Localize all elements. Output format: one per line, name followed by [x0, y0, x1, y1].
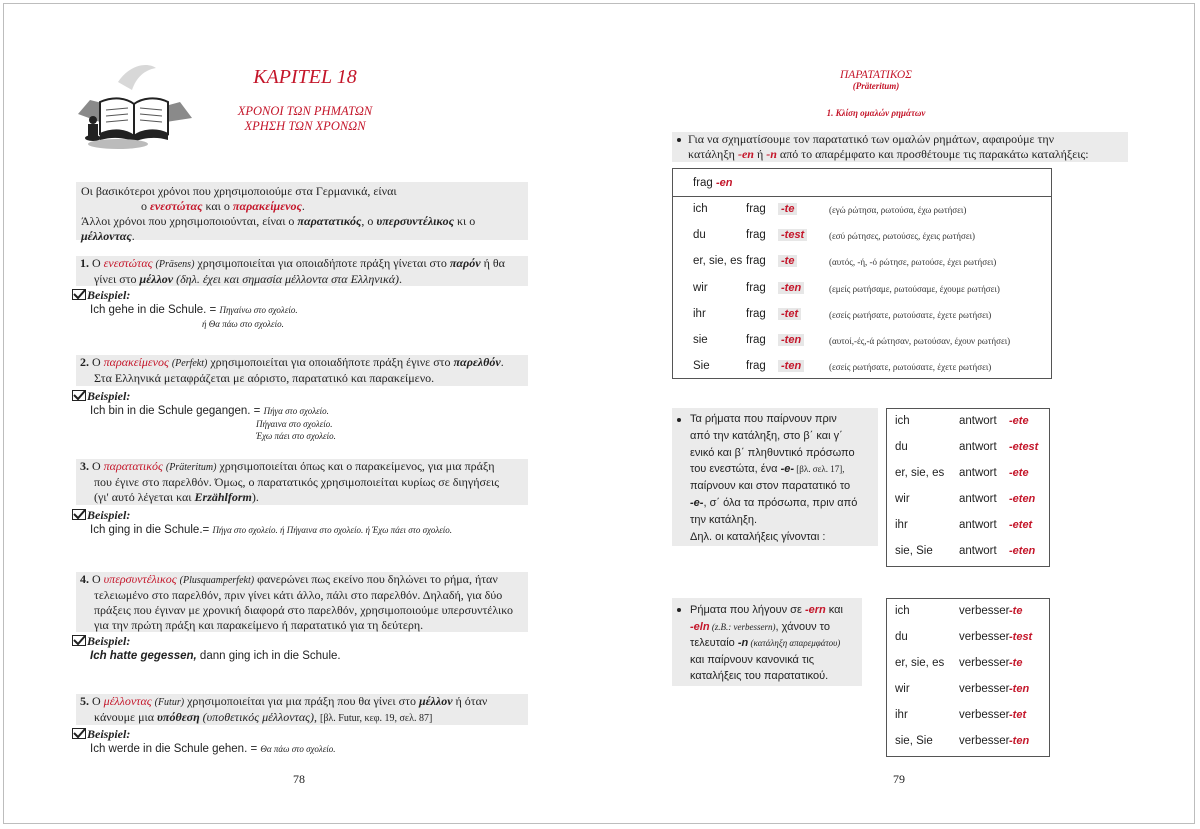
ending-cell: -tet	[1009, 709, 1027, 721]
intro-line-3: Άλλοι χρόνοι που χρησιμοποιούνται, είναι ο παρατατικός, ο υπερσυντέλικος κι ο	[81, 214, 476, 228]
right-title-de: (Präteritum)	[852, 81, 900, 91]
stem-cell: frag	[746, 229, 766, 242]
stem-cell: frag	[746, 203, 766, 215]
person-cell: wir	[895, 493, 910, 505]
person-cell: du	[895, 441, 908, 453]
stem-cell: antwort	[959, 441, 997, 453]
section-2-box: 2. Ο παρακείμενος (Perfekt) χρησιμοποιείται για οποιαδήποτε πράξη έγινε στο παρελθόν. Στα Ελληνικά μεταφράζεται με αόριστο, παρατατικό και παρακείμενο.	[76, 355, 528, 386]
right-title: ΠΑΡΑΤΑΤΙΚΟΣ	[839, 69, 913, 81]
bullet-icon	[677, 138, 681, 142]
example-5: Ich werde in die Schule gehen. = Θα πάω στο σχολείο.	[90, 743, 336, 755]
example-2-translation-3: Έχω πάει στο σχολείο.	[256, 431, 336, 441]
ending-cell: -eten	[1009, 545, 1036, 557]
person-cell: er, sie, es	[895, 657, 945, 669]
person-cell: ihr	[895, 709, 908, 721]
translation-cell: (αυτός, -ή, -ό ρώτησε, ρωτούσε, έχει ρωτήσει)	[829, 257, 997, 268]
ending-cell: -test	[1009, 631, 1033, 643]
person-cell: ihr	[895, 519, 908, 531]
section-5-box: 5. Ο μέλλοντας (Futur) χρησιμοποιείται για μια πράξη που θα γίνει στο μέλλον ή όταν κάνουμε μια υπόθεση (υποθετικός μέλλοντας), [βλ. Futur, κεφ. 19, σελ. 87]	[76, 694, 528, 725]
intro-box	[76, 182, 528, 243]
translation-cell: (αυτοί,-ές,-ά ρώτησαν, ρωτούσαν, έχουν ρωτήσει)	[829, 336, 1011, 346]
person-cell: sie, Sie	[895, 735, 933, 747]
person-cell: du	[693, 229, 706, 242]
person-cell: er, sie, es	[895, 467, 945, 479]
conjugation-table-frag	[672, 168, 1052, 379]
intro-line-1: Οι βασικότεροι χρόνοι που χρησιμοποιούμε στα Γερμανικά, είναι	[81, 184, 397, 198]
ending-cell: -ten	[1009, 683, 1030, 695]
checkmark-icon	[72, 635, 86, 646]
translation-cell: (εσύ ρώτησες, ρωτούσες, έχεις ρωτήσει)	[829, 231, 976, 242]
beispiel-label-4: Beispiel:	[72, 634, 130, 649]
person-cell: ihr	[693, 307, 706, 320]
conjugation-table-antworten	[886, 408, 1050, 567]
ending-cell: -ten	[778, 360, 804, 372]
conjugation-table-verbessern	[886, 598, 1050, 757]
checkmark-icon	[72, 509, 86, 520]
translation-cell: (εμείς ρωτήσαμε, ρωτούσαμε, έχουμε ρωτήσει)	[829, 283, 1000, 294]
note-box-2	[672, 598, 862, 686]
ending-cell: -ete	[1009, 467, 1029, 479]
ending-cell: -ten	[1009, 735, 1030, 747]
checkmark-icon	[72, 390, 86, 401]
stem-cell: antwort	[959, 493, 997, 505]
example-2: Ich bin in die Schule gegangen. = Πήγα στο σχολείο.	[90, 405, 329, 417]
ending-cell: -etest	[1009, 441, 1039, 453]
person-cell: wir	[895, 683, 910, 695]
subtitle-line-2: ΧΡΗΣΗ ΤΩΝ ΧΡΟΝΩΝ	[244, 119, 366, 133]
page-number-left: 78	[293, 772, 305, 786]
stem-cell: verbesser	[959, 605, 1010, 617]
stem-cell: verbesser	[959, 735, 1010, 747]
checkmark-icon	[72, 289, 86, 300]
person-cell: Sie	[693, 360, 710, 373]
ending-cell: -te	[778, 255, 797, 267]
stem-cell: frag	[746, 360, 766, 373]
person-cell: du	[895, 631, 908, 643]
chapter-title: KAPITEL 18	[253, 66, 357, 88]
example-4: Ich hatte gegessen, dann ging ich in die Schule.	[90, 650, 341, 662]
person-cell: ich	[895, 415, 910, 427]
translation-cell: (εγώ ρώτησα, ρωτούσα, έχω ρωτήσει)	[829, 205, 967, 215]
checkmark-icon	[72, 728, 86, 739]
section-1-box: 1. Ο ενεστώτας (Präsens) χρησιμοποιείται για οποιαδήποτε πράξη γίνεται στο παρόν ή θα γίνει στο μέλλον (δηλ. έχει και σημασία μέλλοντα στα Ελληνικά).	[76, 256, 528, 286]
stem-cell: antwort	[959, 415, 997, 427]
section-3-box: 3. Ο παρατατικός (Präteritum) χρησιμοποιείται όπως και ο παρακείμενος, για μια πράξη που έγινε στο παρελθόν. Όμως, ο παρατατικός χρησιμοποιείται κυρίως σε διηγήσεις (γι' αυτό λέγεται και Erzählform).	[76, 459, 528, 505]
ending-cell: -ete	[1009, 415, 1029, 427]
page-number-right: 79	[893, 772, 905, 786]
stem-cell: frag	[746, 334, 766, 346]
note-2-text: Ρήματα που λήγουν σε -ern και -eln (z.B.: verbessern), χάνουν το τελευταίο -n (κατάληξη απαρεμφάτου) και παίρνουν κανονικά τις καταλήξεις του παρατατικού.	[690, 604, 843, 682]
stem-cell: antwort	[959, 519, 997, 531]
ending-cell: -etet	[1009, 519, 1033, 531]
beispiel-label-2: Beispiel:	[72, 389, 130, 404]
ending-cell: -tet	[778, 308, 801, 320]
stem-cell: frag	[746, 255, 766, 268]
person-cell: ich	[895, 605, 910, 617]
table-header: frag -en	[693, 177, 733, 189]
stem-cell: frag	[746, 281, 766, 294]
ending-cell: -te	[1009, 657, 1023, 669]
translation-cell: (εσείς ρωτήσατε, ρωτούσατε, έχετε ρωτήσει)	[829, 309, 992, 320]
intro-box-right: Για να σχηματίσουμε τον παρατατικό των ομαλών ρημάτων, αφαιρούμε την κατάληξη -en ή -n από το απαρέμφατο και προσθέτουμε τις παρακάτω καταλήξεις:	[672, 132, 1128, 162]
table-divider	[673, 196, 1051, 197]
stem-cell: frag	[746, 307, 766, 320]
stem-cell: verbesser	[959, 709, 1010, 721]
intro-line-4: μέλλοντας.	[81, 229, 135, 243]
subtitle-line-1: ΧΡΟΝΟΙ ΤΩΝ ΡΗΜΑΤΩΝ	[237, 104, 373, 118]
ending-cell: -test	[778, 229, 807, 241]
stem-cell: antwort	[959, 545, 997, 557]
stem-cell: verbesser	[959, 683, 1010, 695]
example-1-translation-2: ή Θα πάω στο σχολείο.	[202, 319, 284, 329]
person-cell: sie	[693, 334, 708, 346]
example-2-translation-2: Πήγαινα στο σχολείο.	[256, 419, 333, 429]
section-heading: 1. Κλίση ομαλών ρημάτων	[826, 108, 926, 118]
chapter-subtitle	[200, 104, 410, 134]
ending-cell: -eten	[1009, 493, 1036, 505]
stem-cell: verbesser	[959, 657, 1010, 669]
beispiel-label-3: Beispiel:	[72, 508, 130, 523]
bullet-icon	[677, 608, 681, 612]
example-1: Ich gehe in die Schule. = Πηγαίνω στο σχολείο.	[90, 304, 298, 316]
bullet-icon	[677, 418, 681, 422]
translation-cell: (εσείς ρωτήσατε, ρωτούσατε, έχετε ρωτήσει)	[829, 362, 992, 373]
ending-cell: -ten	[778, 282, 804, 294]
example-3: Ich ging in die Schule.= Πήγα στο σχολείο. ή Πήγαινα στο σχολείο. ή Έχω πάει στο σχολείο.	[90, 524, 453, 536]
section-4-box: 4. Ο υπερσυντέλικος (Plusquamperfekt) φανερώνει πως εκείνο που δηλώνει το ρήμα, ήταν τελειωμένο στο παρελθόν, πριν γίνει κάτι άλλο, πάλι στο παρελθόν. Δηλαδή, για δύο πράξεις που έγιναν με χρονική διαφορά στο παρελθόν, χρησιμοποιούμε υπερσυντέλικο για την πρώτη πράξη και παρακείμενο ή παρατατικό για τη δεύτερη.	[76, 572, 528, 632]
beispiel-label-1: Beispiel:	[72, 288, 130, 303]
intro-line-2: ο ενεστώτας και ο παρακείμενος.	[141, 199, 305, 213]
ending-cell: -ten	[778, 334, 804, 346]
person-cell: ich	[693, 203, 708, 215]
book-illustration-icon	[70, 62, 200, 150]
beispiel-label-5: Beispiel:	[72, 727, 130, 742]
stem-cell: antwort	[959, 467, 997, 479]
ending-cell: -te	[1009, 605, 1023, 617]
person-cell: wir	[693, 281, 708, 294]
person-cell: sie, Sie	[895, 545, 933, 557]
stem-cell: verbesser	[959, 631, 1010, 643]
ending-cell: -te	[778, 203, 797, 215]
note-1-text: Τα ρήματα που παίρνουν πριν από την κατάληξη, στο β΄ και γ΄ ενικό και β΄ πληθυντικό πρόσωπο του ενεστώτα, ένα -e- [βλ. σελ. 17], παίρνουν και στον παρατατικό το -e-, σ΄ όλα τα πρόσωπα, πριν από την κατάληξη. Δηλ. οι καταλήξεις γίνονται :	[690, 413, 858, 543]
person-cell: er, sie, es	[693, 255, 743, 268]
note-box-1	[672, 408, 878, 546]
